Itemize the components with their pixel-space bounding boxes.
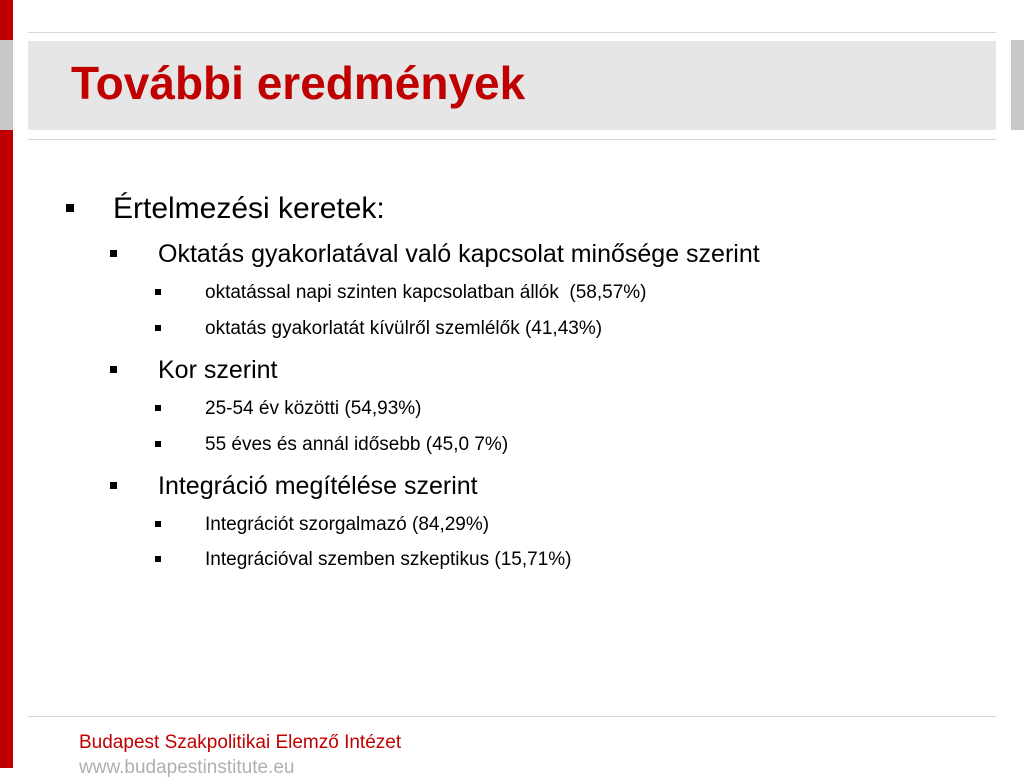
bullet-text: Kor szerint [158, 356, 278, 384]
bullet-text: Integrációt szorgalmazó (84,29%) [205, 514, 490, 535]
slide-title: További eredmények [71, 57, 526, 109]
footer-divider [28, 716, 996, 717]
bullet-square-icon [155, 325, 161, 331]
bullet-text: Integráció megítélése szerint [158, 472, 478, 500]
bullet-text: Oktatás gyakorlatával való kapcsolat minősége szerint [158, 240, 760, 268]
bullet-text: 25-54 év közötti (54,93%) [205, 398, 422, 419]
bullet-text: oktatással napi szinten kapcsolatban állók (58,57%) [205, 282, 647, 303]
top-divider [28, 32, 996, 33]
bullet-item [110, 355, 410, 385]
bullet-square-icon [110, 250, 117, 257]
bullet-item [155, 317, 745, 341]
bullet-square-icon [110, 482, 117, 489]
bullet-item [110, 239, 850, 269]
footer-url-link[interactable]: www.budapestinstitute.eu [79, 757, 295, 778]
bullet-square-icon [155, 405, 161, 411]
bullet-item [155, 433, 745, 457]
bullet-square-icon [155, 289, 161, 295]
bullet-text: Értelmezési keretek: [113, 192, 385, 225]
right-grey-block [1011, 40, 1024, 130]
bullet-item [155, 281, 745, 305]
title-divider [28, 139, 996, 140]
bullet-square-icon [155, 556, 161, 562]
bullet-text: oktatás gyakorlatát kívülről szemlélők (41,43%) [205, 318, 603, 339]
bullet-item [155, 548, 745, 572]
bullet-text: 55 éves és annál idősebb (45,0 7%) [205, 434, 509, 455]
bullet-square-icon [155, 441, 161, 447]
footer-organization: Budapest Szakpolitikai Elemző Intézet [79, 732, 402, 753]
bullet-item [62, 192, 482, 226]
bullet-item [110, 471, 610, 501]
bullet-square-icon [155, 521, 161, 527]
bullet-square-icon [110, 366, 117, 373]
bullet-item [155, 513, 745, 537]
left-grey-block [0, 40, 13, 130]
bullet-text: Integrációval szemben szkeptikus (15,71%) [205, 549, 572, 570]
bullet-square-icon [66, 204, 74, 212]
bullet-item [155, 397, 745, 421]
